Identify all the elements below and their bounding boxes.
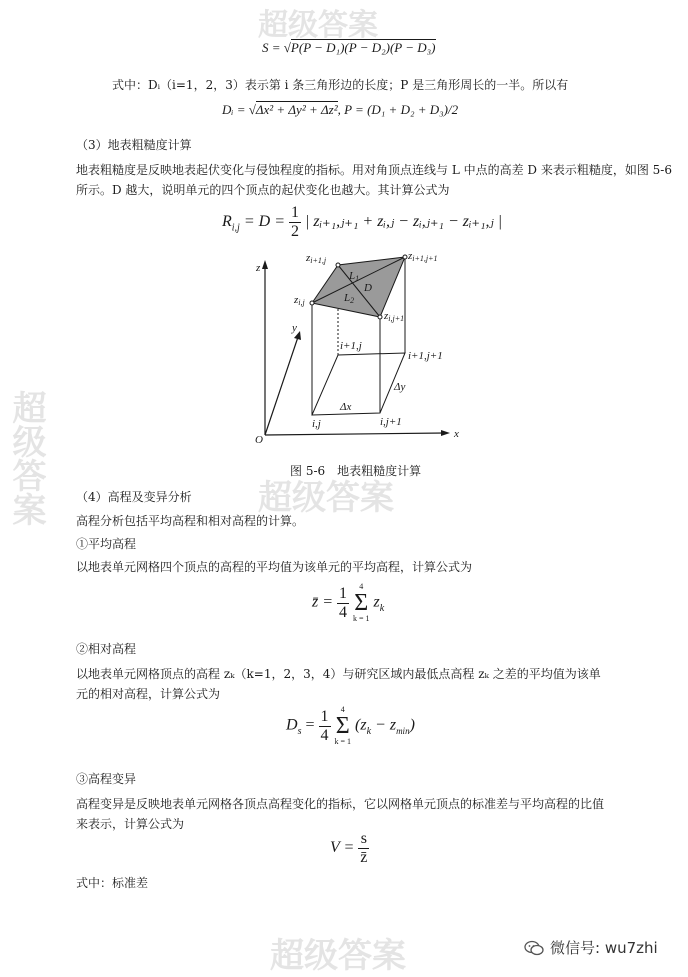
sigma-symbol: Σ bbox=[335, 713, 350, 739]
formula-s bbox=[262, 40, 436, 56]
frac-num: s bbox=[358, 830, 369, 849]
frac-num: 1 bbox=[339, 584, 348, 602]
formula-d-lhs: Dᵢ = bbox=[222, 102, 246, 117]
label-ij: i,j bbox=[312, 418, 321, 430]
label-dy: Δy bbox=[394, 381, 406, 393]
y-axis bbox=[265, 337, 298, 435]
wechat-icon bbox=[524, 940, 544, 956]
paragraph-3: 地表粗糙度是反映地表起伏变化与侵蚀程度的指标。用对角顶点连线与 L 中点的高差 D 来表示粗糙度，如图 5-6 所示。D 越大，说明单元的四个顶点的起伏变化也越大。其计算公式为 bbox=[76, 163, 672, 197]
formula-r-fraction bbox=[289, 204, 301, 241]
label-dx: Δx bbox=[340, 401, 352, 413]
formula-ds-fraction bbox=[319, 708, 331, 745]
wechat-badge bbox=[524, 937, 658, 958]
sqrt-symbol: √ bbox=[283, 40, 291, 55]
subheading-mean-elevation: ①平均高程 bbox=[76, 537, 137, 551]
sqrt-symbol: √ bbox=[248, 102, 256, 117]
x-axis-arrow bbox=[441, 430, 450, 436]
heading-4: （4）高程及变异分析 bbox=[76, 490, 192, 504]
formula-zbar-term-sub: k bbox=[379, 602, 385, 614]
sum-bottom: k = 1 bbox=[334, 737, 352, 746]
equals-sign: = bbox=[305, 716, 315, 734]
top-surface bbox=[312, 257, 405, 317]
formula-ds-minus: − z bbox=[371, 716, 397, 734]
label-y-axis: y bbox=[292, 322, 297, 334]
label-z-axis: z bbox=[256, 262, 261, 274]
vertex-i1j bbox=[336, 263, 340, 267]
paragraph-4: 高程分析包括平均高程和相对高程的计算。 bbox=[76, 514, 305, 528]
label-zij1: zi,j+1 bbox=[384, 310, 405, 323]
formula-ds-k-sub: k bbox=[366, 725, 372, 737]
summation bbox=[335, 706, 352, 746]
label-zi1j: zi+1,j bbox=[306, 252, 327, 265]
frac-den: 2 bbox=[291, 223, 299, 240]
frac-den: 4 bbox=[339, 603, 348, 621]
label-d: D bbox=[364, 282, 372, 294]
subheading-relative-elevation: ②相对高程 bbox=[76, 642, 137, 656]
watermark-middle: 超级答案 bbox=[258, 478, 394, 518]
label-ij1: i,j+1 bbox=[380, 416, 402, 428]
sum-top: 4 bbox=[340, 705, 345, 714]
paragraph-relative-elevation: 以地表单元网格顶点的高程 zₖ（k=1，2，3，4）与研究区域内最低点高程 zₖ 之差的平均值为该单元的相对高程，计算公式为 bbox=[76, 667, 601, 701]
vertex-ij1 bbox=[378, 315, 382, 319]
formula-ds-min-sub: min bbox=[396, 725, 410, 736]
label-origin: O bbox=[255, 434, 263, 446]
base-grid-cell bbox=[312, 353, 405, 415]
sigma-symbol: Σ bbox=[354, 590, 369, 616]
figure-caption: 图 5-6 地表粗糙度计算 bbox=[290, 464, 422, 478]
sum-bottom: k = 1 bbox=[353, 614, 370, 623]
heading-3: （3）地表粗糙度计算 bbox=[76, 138, 192, 152]
formula-ds-lhs-sub: s bbox=[297, 725, 302, 737]
formula-s-radicand: P(P − D₁)(P − D₂)(P − D₃) bbox=[290, 40, 436, 55]
formula-ds bbox=[286, 706, 415, 746]
sum-top: 4 bbox=[359, 582, 364, 591]
label-l2: L2 bbox=[344, 292, 355, 305]
formula-v-fraction bbox=[358, 830, 369, 867]
wechat-id-label: 微信号: wu7zhi bbox=[550, 939, 658, 957]
frac-num: 1 bbox=[320, 707, 329, 725]
z-axis-arrow bbox=[262, 260, 268, 269]
formula-zbar-fraction bbox=[337, 585, 349, 622]
formula-r-eq: = D = bbox=[239, 213, 289, 231]
vertex-ij bbox=[310, 301, 314, 305]
formula-ds-term: (z bbox=[355, 716, 367, 734]
frac-den: z̄ bbox=[360, 849, 368, 866]
frac-num: 1 bbox=[291, 204, 299, 221]
x-axis bbox=[265, 433, 445, 435]
formula-r bbox=[222, 204, 502, 241]
label-zij: zi,j bbox=[294, 294, 305, 307]
watermark-bottom: 超级答案 bbox=[270, 936, 406, 976]
formula-v-lhs: V = bbox=[330, 839, 359, 857]
formula-zbar-lhs: z̄ = bbox=[312, 593, 338, 611]
paragraph-elevation-variation: 高程变异是反映地表单元网格各顶点高程变化的指标，它以网格单元顶点的标准差与平均高程的比值来表示，计算公式为 bbox=[76, 797, 605, 831]
formula-d-radicand: Δx² + Δy² + Δz² bbox=[255, 102, 338, 117]
formula-ds-close: ) bbox=[409, 716, 415, 734]
formula-r-sub: i,j bbox=[231, 222, 240, 234]
formula-d-rhs: , P = (D₁ + D₂ + D₃)/2 bbox=[337, 102, 459, 117]
formula-v bbox=[330, 830, 369, 867]
formula-ds-lhs: D bbox=[286, 716, 298, 734]
formula-zbar-term: z bbox=[373, 593, 380, 611]
label-i1j: i+1,j bbox=[340, 340, 362, 352]
label-x-axis: x bbox=[454, 428, 459, 440]
formula-r-rhs: | zᵢ₊₁,ⱼ₊₁ + zᵢ,ⱼ − zᵢ,ⱼ₊₁ − zᵢ₊₁,ⱼ | bbox=[305, 213, 503, 231]
paragraph-mean-elevation: 以地表单元网格四个顶点的高程的平均值为该单元的平均高程，计算公式为 bbox=[76, 560, 473, 574]
where-line-2: 式中：标准差 bbox=[76, 876, 149, 890]
watermark-left: 超级答案 bbox=[6, 390, 46, 526]
roughness-figure bbox=[250, 245, 470, 455]
watermark-top: 超级答案 bbox=[258, 8, 378, 43]
formula-r-lhs: R bbox=[222, 213, 232, 231]
label-zi1j1: zi+1,j+1 bbox=[408, 250, 438, 263]
frac-den: 4 bbox=[320, 726, 329, 744]
summation bbox=[353, 583, 370, 623]
formula-zbar bbox=[312, 583, 384, 623]
subheading-elevation-variation: ③高程变异 bbox=[76, 772, 137, 786]
where-line-1: 式中：Dᵢ（i=1，2，3）表示第 i 条三角形边的长度；P 是三角形周长的一半。所以有 bbox=[112, 78, 569, 92]
label-i1j1: i+1,j+1 bbox=[408, 350, 443, 362]
formula-d bbox=[222, 102, 458, 118]
formula-s-lhs: S = bbox=[262, 40, 281, 55]
vertex-i1j1 bbox=[403, 255, 407, 259]
label-l1: L1 bbox=[349, 270, 360, 283]
